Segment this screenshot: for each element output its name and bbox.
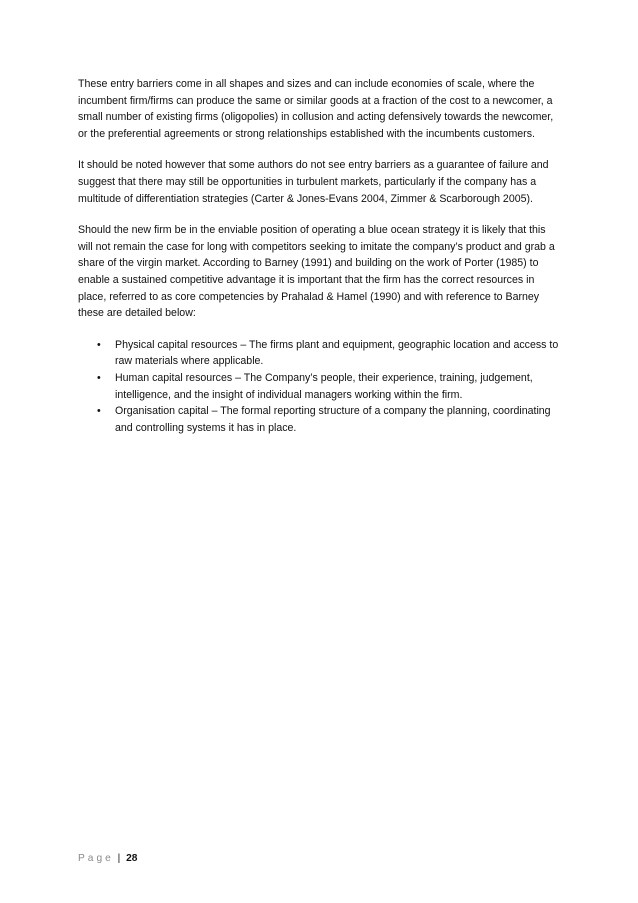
page-number: 28 bbox=[126, 853, 138, 864]
list-item-human-capital bbox=[78, 370, 563, 403]
page-body bbox=[78, 76, 563, 436]
footer-page-label: Page bbox=[78, 853, 114, 864]
paragraph-entry-barriers-failure: It should be noted however that some authors do not see entry barriers as a guarantee of failure and suggest that there may still be opportunities in turbulent markets, particularly if the company has a multitude of differentiation strategies (Carter & Jones-Evans 2004, Zimmer & Scarborough 2005). bbox=[78, 159, 549, 205]
footer-separator: | bbox=[117, 853, 121, 864]
bullet-text: Physical capital resources – The firms plant and equipment, geographic location and access to raw materials where applicable. bbox=[115, 338, 559, 368]
bullet-icon: • bbox=[97, 405, 101, 418]
bullet-text: Human capital resources – The Company’s people, their experience, training, judgement, intelligence, and the insight of individual managers working within the firm. bbox=[115, 371, 533, 401]
page-footer bbox=[78, 852, 137, 866]
bullet-text: Organisation capital – The formal reporting structure of a company the planning, coordinating and controlling systems it has in place. bbox=[115, 405, 551, 434]
bullet-icon: • bbox=[97, 371, 101, 384]
list-item-organisation-capital bbox=[78, 403, 563, 436]
resource-bullet-list bbox=[78, 337, 563, 437]
list-item-physical-capital bbox=[78, 337, 563, 370]
paragraph-blue-ocean: Should the new firm be in the enviable position of operating a blue ocean strategy it is likely that this will not remain the case for long with competitors seeking to imitate the company’s product and grab a share of the virgin market. According to Barney (1991) and building on the work of Porter (1985) to enable a sustained competitive advantage it is important that the firm has the correct resources in place, referred to as core competencies by Prahalad & Hamel (1990) and with reference to Barney these are detailed below: bbox=[78, 224, 555, 320]
paragraph-entry-barriers: These entry barriers come in all shapes and sizes and can include economies of scale, where the incumbent firm/firms can produce the same or similar goods at a fraction of the cost to a newcomer, a small number of existing firms (oligopolies) in collusion and acting defensively towards the newcomer, or the preferential agreements or strong relationships established with the incumbents customers. bbox=[78, 78, 554, 140]
bullet-icon: • bbox=[97, 338, 101, 351]
